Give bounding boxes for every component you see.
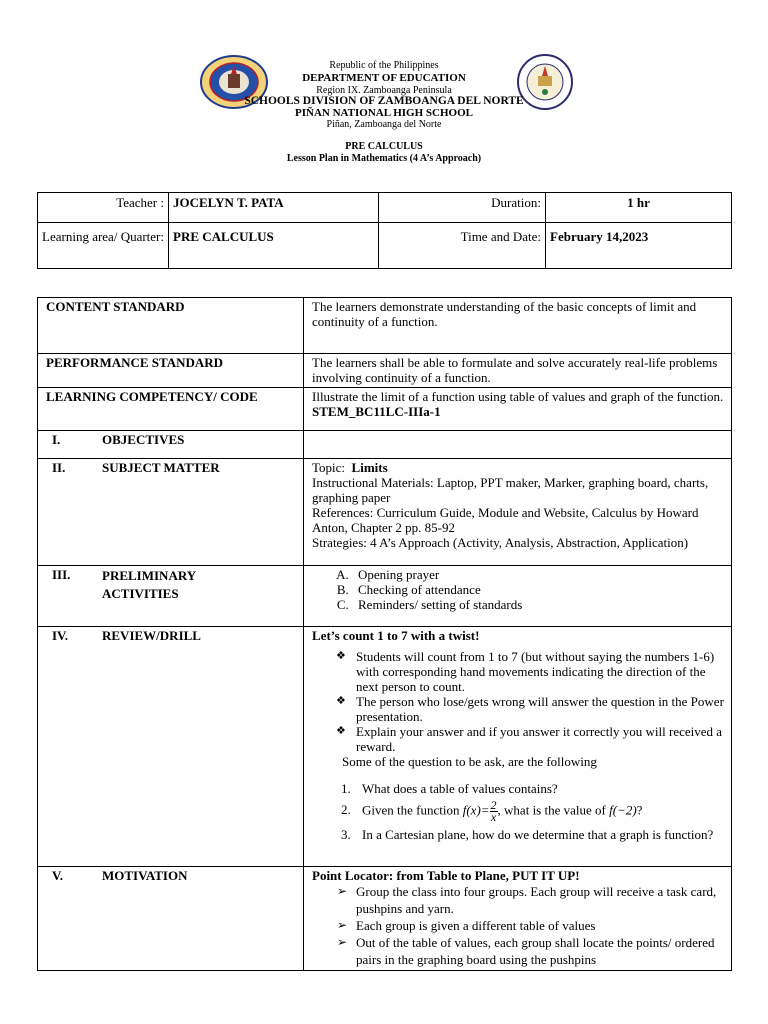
duration-label: Duration:: [379, 193, 546, 223]
list-item: 3. In a Cartesian plane, how do we determine that a graph is function?: [354, 827, 725, 842]
info-table: [37, 192, 732, 269]
teacher-label: Teacher :: [38, 193, 169, 223]
review-number: IV.: [52, 628, 69, 643]
subject-matter-content: [304, 459, 732, 566]
duration-value: 1 hr: [546, 193, 732, 223]
header-republic: Republic of the Philippines: [329, 60, 439, 71]
document-subject: PRE CALCULUS: [345, 141, 423, 152]
header-division: SCHOOLS DIVISION OF ZAMBOANGA DEL NORTE: [244, 95, 524, 107]
motivation-heading: Point Locator: from Table to Plane, PUT IT UP!: [312, 868, 580, 883]
topic-value: Limits: [351, 460, 388, 475]
content-standard-label: CONTENT STANDARD: [38, 298, 304, 354]
preliminary-label-cell: [38, 566, 304, 627]
review-bullets: [312, 649, 725, 754]
competency-code: STEM_BC11LC-IIIa-1: [312, 404, 441, 419]
table-row: [38, 566, 732, 627]
learning-area-value: PRE CALCULUS: [169, 223, 379, 269]
materials-text: Instructional Materials: Laptop, PPT maker, Marker, graphing board, charts, graphing paper: [312, 475, 709, 505]
subject-matter-label: SUBJECT MATTER: [102, 460, 220, 475]
topic-label: Topic:: [312, 460, 346, 475]
objectives-label: OBJECTIVES: [102, 432, 185, 447]
strategies-text: Strategies: 4 A’s Approach (Activity, Analysis, Abstraction, Application): [312, 535, 689, 550]
function-expression: f(x)=: [462, 802, 490, 818]
table-row: [38, 354, 732, 388]
references-text: References: Curriculum Guide, Module and Website, Calculus by Howard Anton, Chapter 2 pp. 85-92: [312, 505, 699, 535]
question-text: Given the function: [362, 802, 460, 818]
objectives-label-cell: [38, 431, 304, 459]
review-label-cell: [38, 627, 304, 867]
motivation-content: [304, 867, 732, 971]
fraction-denominator: x: [490, 810, 497, 824]
preliminary-label: PRELIMINARY ACTIVITIES: [102, 568, 196, 601]
fraction-numerator: 2: [490, 798, 497, 812]
list-item: [354, 800, 725, 823]
list-item: B. Checking of attendance: [352, 582, 725, 597]
document-header: [0, 0, 768, 190]
question-mark: ?: [636, 802, 643, 818]
header-department: DEPARTMENT OF EDUCATION: [302, 72, 466, 84]
objectives-number: I.: [52, 432, 61, 447]
list-item: 1. What does a table of values contains?: [354, 781, 725, 796]
list-item: ➢ Group the class into four groups. Each group will receive a task card, pushpins and yarn.: [356, 883, 725, 917]
content-standard-text: The learners demonstrate understanding of the basic concepts of limit and continuity of a function.: [304, 298, 732, 354]
learning-area-label: Learning area/ Quarter:: [38, 223, 169, 269]
review-content: [304, 627, 732, 867]
motivation-list: [312, 883, 725, 968]
review-intro: Some of the question to be ask, are the following: [342, 754, 597, 769]
time-date-value: February 14,2023: [546, 223, 732, 269]
list-item: A. Opening prayer: [352, 567, 725, 582]
preliminary-content: [304, 566, 732, 627]
document-title: Lesson Plan in Mathematics (4 A’s Approach): [286, 153, 482, 164]
competency-text: Illustrate the limit of a function using table of values and graph of the function.: [312, 389, 724, 404]
review-questions: [312, 781, 725, 842]
competency-cell: [304, 388, 732, 431]
function-value: f(−2): [609, 802, 637, 818]
motivation-label-cell: [38, 867, 304, 971]
table-row: [38, 388, 732, 431]
objectives-content: [304, 431, 732, 459]
preliminary-number: III.: [52, 567, 71, 582]
review-heading: Let’s count 1 to 7 with a twist!: [312, 628, 480, 643]
performance-standard-text: The learners shall be able to formulate and solve accurately real-life problems involving continuity of a function.: [304, 354, 732, 388]
preliminary-list: [312, 567, 725, 612]
table-row: [38, 867, 732, 971]
teacher-value: JOCELYN T. PATA: [169, 193, 379, 223]
review-label: REVIEW/DRILL: [102, 628, 201, 643]
header-address: Piñan, Zamboanga del Norte: [326, 119, 442, 130]
lesson-plan-table: [37, 297, 732, 971]
subject-matter-label-cell: [38, 459, 304, 566]
list-item: C. Reminders/ setting of standards: [352, 597, 725, 612]
table-row: [38, 298, 732, 354]
list-item: ➢ Out of the table of values, each group shall locate the points/ ordered pairs in the graphing board using the pushpins: [356, 934, 725, 968]
table-row: [38, 627, 732, 867]
performance-standard-label: PERFORMANCE STANDARD: [38, 354, 304, 388]
table-row: [38, 431, 732, 459]
list-item: ❖ The person who lose/gets wrong will answer the question in the Power presentation.: [356, 694, 725, 724]
list-item: ❖ Explain your answer and if you answer it correctly you will received a reward.: [356, 724, 725, 754]
question-text: , what is the value of: [497, 802, 606, 818]
list-item: ❖ Students will count from 1 to 7 (but without saying the numbers 1-6) with corresponding hand movements indicating the direction of the next person to count.: [356, 649, 725, 694]
subject-matter-number: II.: [52, 460, 66, 475]
motivation-number: V.: [52, 868, 63, 883]
fraction: [490, 800, 498, 823]
competency-label: LEARNING COMPETENCY/ CODE: [38, 388, 304, 431]
list-item: ➢ Each group is given a different table of values: [356, 917, 725, 934]
time-date-label: Time and Date:: [379, 223, 546, 269]
table-row: [38, 459, 732, 566]
header-region: Region IX. Zamboanga Peninsula: [316, 85, 452, 96]
motivation-label: MOTIVATION: [102, 868, 188, 883]
header-school: PIÑAN NATIONAL HIGH SCHOOL: [295, 107, 473, 119]
